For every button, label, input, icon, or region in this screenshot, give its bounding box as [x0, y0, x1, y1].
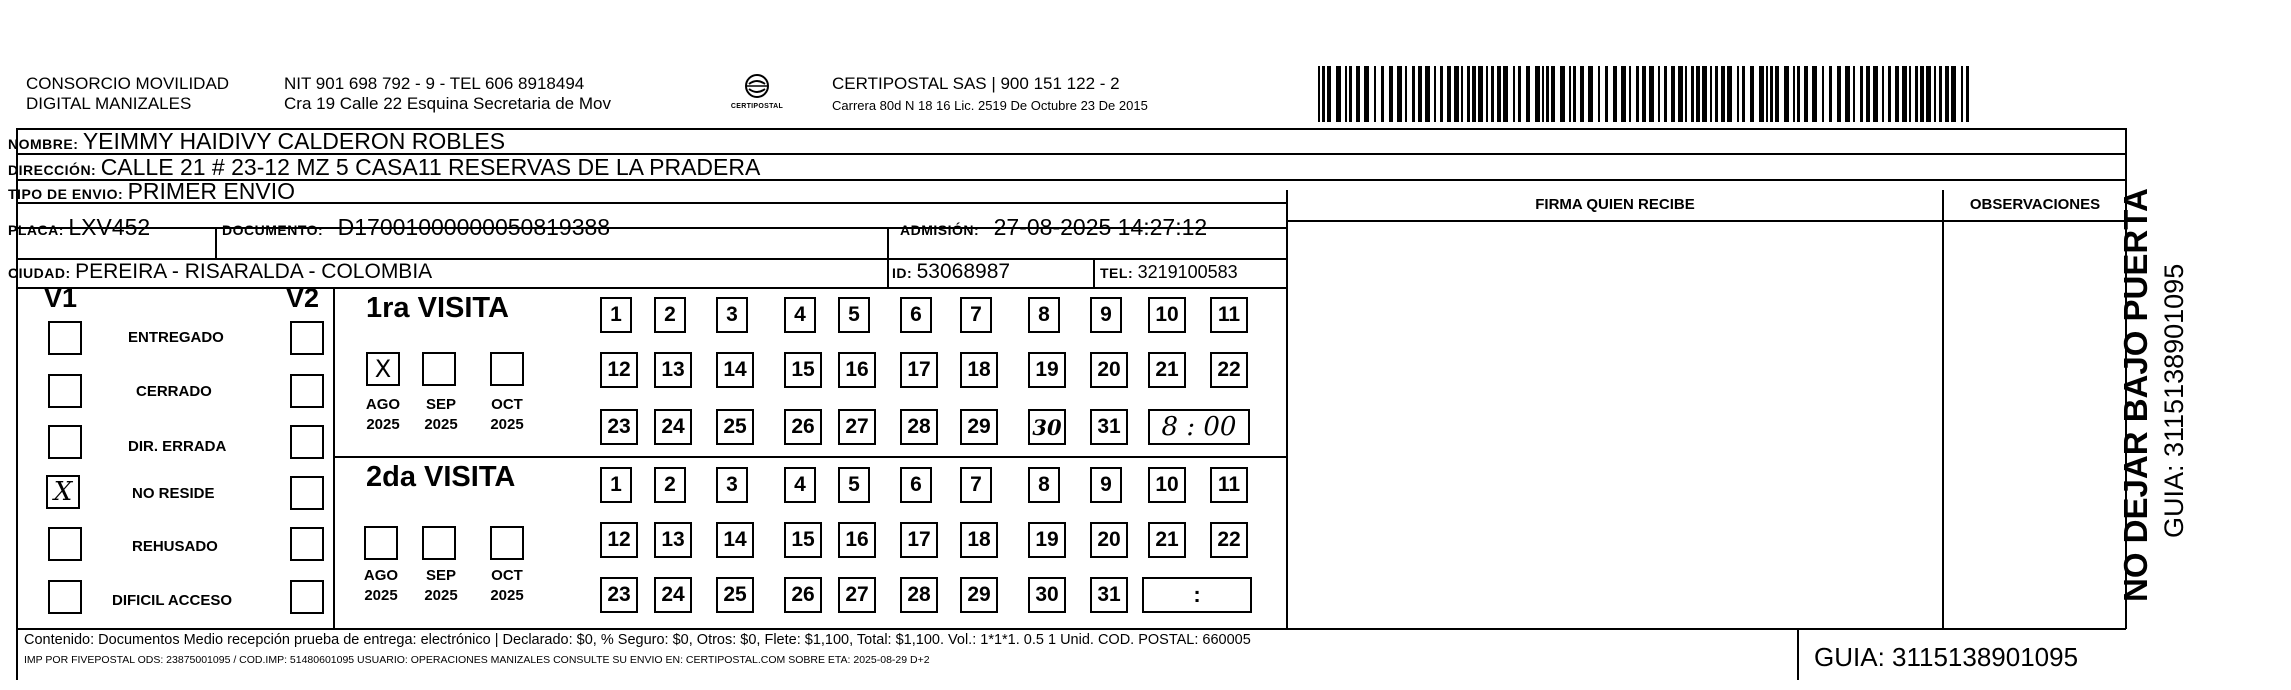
tipo-envio-label: TIPO DE ENVIO: — [8, 186, 124, 202]
footer-guia-number: GUIA: 3115138901095 — [1814, 642, 2079, 672]
barcode-bar — [1797, 66, 1800, 122]
v1-month-box-sep[interactable] — [422, 352, 456, 386]
v2-day-29[interactable]: 29 — [960, 577, 998, 613]
v1-day-6[interactable]: 6 — [900, 297, 932, 333]
barcode-bar — [1542, 66, 1544, 122]
v1-day-30[interactable]: 30 — [1028, 409, 1066, 445]
shipment-type: PRIMER ENVIO — [127, 178, 295, 204]
v2-day-6[interactable]: 6 — [900, 467, 932, 503]
v1-day-9[interactable]: 9 — [1090, 297, 1122, 333]
v2-day-19[interactable]: 19 — [1028, 522, 1066, 558]
v1-day-25[interactable]: 25 — [716, 409, 754, 445]
barcode-bar — [1526, 66, 1530, 122]
barcode-bar — [1447, 66, 1451, 122]
v2-checkbox-entregado[interactable] — [290, 321, 324, 355]
barcode-bar — [1721, 66, 1725, 122]
v2-day-2[interactable]: 2 — [654, 467, 686, 503]
v1-time-box[interactable]: 8 : 00 — [1148, 409, 1250, 445]
barcode-bar — [1381, 66, 1384, 122]
v2-checkbox-rehusado[interactable] — [290, 527, 324, 561]
v1-month-box-ago[interactable] — [366, 352, 400, 386]
barcode-bar — [1503, 66, 1508, 122]
v1-day-31[interactable]: 31 — [1090, 409, 1128, 445]
barcode-bar — [1642, 66, 1646, 122]
barcode-bar — [1322, 66, 1325, 122]
barcode-bar — [1461, 66, 1463, 122]
v1-day-8[interactable]: 8 — [1028, 297, 1060, 333]
plate-row — [8, 212, 150, 246]
v1-day-12[interactable]: 12 — [600, 352, 638, 388]
recipient-phone: 3219100583 — [1137, 262, 1238, 282]
v1-day-11[interactable]: 11 — [1210, 297, 1248, 333]
tel-row — [1100, 257, 1238, 289]
status-cerrado: CERRADO — [136, 383, 212, 400]
v1-day-14[interactable]: 14 — [716, 352, 754, 388]
v1-day-17[interactable]: 17 — [900, 352, 938, 388]
v2-checkbox-dificil-acceso[interactable] — [290, 580, 324, 614]
v1-year-sep: 2025 — [424, 416, 458, 433]
barcode-bar — [1613, 66, 1617, 122]
v1-day-13[interactable]: 13 — [654, 352, 692, 388]
barcode-bar — [1784, 66, 1789, 122]
barcode-bar — [1336, 66, 1341, 122]
v2-day-20[interactable]: 20 — [1090, 522, 1128, 558]
v2-month-box-ago[interactable] — [364, 526, 398, 560]
barcode-bar — [1829, 66, 1832, 122]
barcode-bar — [1793, 66, 1795, 122]
barcode-bar — [1472, 66, 1476, 122]
document-number: D17001000000050819388 — [337, 214, 611, 240]
barcode-bar — [1327, 66, 1331, 122]
v2-day-9[interactable]: 9 — [1090, 467, 1122, 503]
id-row — [892, 257, 1010, 289]
v1-month-box-oct[interactable] — [490, 352, 524, 386]
barcode-bar — [1546, 66, 1549, 122]
v2-day-28[interactable]: 28 — [900, 577, 938, 613]
certipostal-logo — [722, 70, 792, 116]
v2-day-1[interactable]: 1 — [600, 467, 632, 503]
barcode-bar — [1837, 66, 1841, 122]
placa-label: PLACA: — [8, 222, 64, 238]
barcode-bar — [1349, 66, 1352, 122]
barcode-bar — [1866, 66, 1870, 122]
v2-day-5[interactable]: 5 — [838, 467, 870, 503]
second-visit-title: 2da VISITA — [366, 461, 516, 493]
v2-checkbox-cerrado[interactable] — [290, 374, 324, 408]
barcode-bar — [1678, 66, 1683, 122]
firma-quien-recibe-label: FIRMA QUIEN RECIBE — [1535, 196, 1695, 213]
barcode-bar — [1671, 66, 1675, 122]
v1-day-28[interactable]: 28 — [900, 409, 938, 445]
v1-day-29[interactable]: 29 — [960, 409, 998, 445]
barcode-bar — [1478, 66, 1483, 122]
v2-year-ago: 2025 — [364, 587, 398, 604]
logo-caption: CERTIPOSTAL — [730, 103, 784, 110]
v2-header: V2 — [286, 283, 320, 313]
v2-month-oct: OCT — [491, 567, 523, 584]
recipient-address: CALLE 21 # 23-12 MZ 5 CASA11 RESERVAS DE LA PRADERA — [100, 154, 761, 180]
v2-day-31[interactable]: 31 — [1090, 577, 1128, 613]
v1-day-16[interactable]: 16 — [838, 352, 876, 388]
admission-row — [900, 212, 1207, 246]
barcode-bar — [1702, 66, 1707, 122]
v2-day-15[interactable]: 15 — [784, 522, 822, 558]
barcode-bar — [1961, 66, 1963, 122]
barcode-bar — [1440, 66, 1443, 122]
barcode-bar — [1775, 66, 1779, 122]
shipment-type-row — [8, 176, 295, 210]
v1-month-sep: SEP — [425, 396, 456, 413]
no-dejar-bajo-puerta-warning: NO DEJAR BAJO PUERTA — [2117, 188, 2154, 602]
v1-day-10[interactable]: 10 — [1148, 297, 1186, 333]
barcode-bar — [1939, 66, 1942, 122]
v2-day-18[interactable]: 18 — [960, 522, 998, 558]
v2-day-25[interactable]: 25 — [716, 577, 754, 613]
recipient-city: PEREIRA - RISARALDA - COLOMBIA — [75, 260, 433, 283]
status-entregado: ENTREGADO — [128, 329, 224, 346]
barcode-bar — [1364, 66, 1369, 122]
barcode-bar — [1491, 66, 1494, 122]
barcode-bar — [1318, 66, 1320, 122]
v2-month-ago: AGO — [363, 567, 399, 584]
nombre-label: NOMBRE: — [8, 136, 79, 152]
v2-day-24[interactable]: 24 — [654, 577, 692, 613]
company-address: Cra 19 Calle 22 Esquina Secretaria de Mov — [284, 94, 611, 113]
v1-day-3[interactable]: 3 — [716, 297, 748, 333]
barcode-bar — [1588, 66, 1593, 122]
barcode-bar — [1934, 66, 1936, 122]
v2-day-4[interactable]: 4 — [784, 467, 816, 503]
barcode-bar — [1389, 66, 1393, 122]
tel-label: TEL: — [1100, 265, 1134, 281]
barcode-bar — [1710, 66, 1712, 122]
v1-day-5[interactable]: 5 — [838, 297, 870, 333]
barcode-bar — [1715, 66, 1718, 122]
barcode-bar — [1467, 66, 1470, 122]
barcode-bar — [1513, 66, 1515, 122]
barcode-bar — [1860, 66, 1863, 122]
barcode-bar — [1418, 66, 1422, 122]
admision-label: ADMISIÓN: — [900, 222, 980, 238]
v2-day-16[interactable]: 16 — [838, 522, 876, 558]
barcode-bar — [1742, 66, 1745, 122]
courier-name: CERTIPOSTAL SAS | 900 151 122 - 2 — [832, 74, 1120, 93]
barcode-bar — [1425, 66, 1430, 122]
barcode-bar — [1649, 66, 1654, 122]
v2-day-11[interactable]: 11 — [1210, 467, 1248, 503]
barcode-bar — [1920, 66, 1924, 122]
barcode-bar — [1605, 66, 1608, 122]
v2-day-14[interactable]: 14 — [716, 522, 754, 558]
v1-year-ago: 2025 — [366, 416, 400, 433]
status-rehusado: REHUSADO — [132, 538, 218, 555]
barcode-bar — [1727, 66, 1732, 122]
barcode-bar — [1569, 66, 1571, 122]
v1-day-1[interactable]: 1 — [600, 297, 632, 333]
v1-year-oct: 2025 — [490, 416, 524, 433]
v1-checkbox-entregado[interactable] — [48, 321, 82, 355]
v1-header: V1 — [44, 283, 78, 313]
barcode-bar — [1685, 66, 1687, 122]
barcode-bar — [1535, 66, 1540, 122]
barcode-bar — [1770, 66, 1773, 122]
v1-checkbox-cerrado[interactable] — [48, 374, 82, 408]
barcode-bar — [1345, 66, 1347, 122]
v1-day-7[interactable]: 7 — [960, 297, 992, 333]
barcode — [1316, 66, 1974, 122]
v1-day-19[interactable]: 19 — [1028, 352, 1066, 388]
v2-month-sep: SEP — [425, 567, 456, 584]
v1-checkbox-dir-errada[interactable] — [48, 425, 82, 459]
v2-month-box-sep[interactable] — [422, 526, 456, 560]
barcode-bar — [1621, 66, 1626, 122]
barcode-bar — [1895, 66, 1899, 122]
v2-day-23[interactable]: 23 — [600, 577, 638, 613]
v2-checkbox-no-reside[interactable] — [290, 476, 324, 510]
v2-day-7[interactable]: 7 — [960, 467, 992, 503]
barcode-bar — [1853, 66, 1855, 122]
v1-month-oct: OCT — [491, 396, 523, 413]
barcode-bar — [1518, 66, 1521, 122]
v2-day-3[interactable]: 3 — [716, 467, 748, 503]
barcode-bar — [1966, 66, 1969, 122]
first-visit-title: 1ra VISITA — [366, 292, 509, 324]
v2-day-17[interactable]: 17 — [900, 522, 938, 558]
plate-number: LXV452 — [68, 214, 151, 240]
v1-checkbox-no-reside[interactable] — [46, 475, 80, 509]
v2-day-30[interactable]: 30 — [1028, 577, 1066, 613]
admission-datetime: 27-08-2025 14:27:12 — [993, 214, 1208, 240]
id-label: ID: — [892, 265, 913, 281]
status-dificil-acceso: DIFICIL ACCESO — [112, 592, 233, 609]
barcode-bar — [1598, 66, 1600, 122]
v2-day-26[interactable]: 26 — [784, 577, 822, 613]
barcode-bar — [1497, 66, 1501, 122]
v1-day-15[interactable]: 15 — [784, 352, 822, 388]
barcode-bar — [1434, 66, 1436, 122]
barcode-bar — [1882, 66, 1884, 122]
recipient-id: 53068987 — [916, 260, 1011, 283]
v1-checkbox-dificil-acceso[interactable] — [48, 580, 82, 614]
barcode-bar — [1636, 66, 1639, 122]
v2-day-21[interactable]: 21 — [1148, 522, 1186, 558]
v1-day-2[interactable]: 2 — [654, 297, 686, 333]
barcode-bar — [1397, 66, 1402, 122]
barcode-bar — [1580, 66, 1584, 122]
v1-day-4[interactable]: 4 — [784, 297, 816, 333]
v1-day-26[interactable]: 26 — [784, 409, 822, 445]
v2-checkbox-dir-errada[interactable] — [290, 425, 324, 459]
barcode-bar — [1691, 66, 1694, 122]
nit-line: NIT 901 698 792 - 9 - TEL 606 8918494 — [284, 74, 585, 93]
barcode-bar — [1412, 66, 1415, 122]
v1-day-22[interactable]: 22 — [1210, 352, 1248, 388]
v2-time-box[interactable]: : — [1142, 577, 1252, 613]
barcode-bar — [1945, 66, 1949, 122]
barcode-bar — [1888, 66, 1891, 122]
barcode-bar — [1454, 66, 1459, 122]
barcode-bar — [1405, 66, 1407, 122]
barcode-bar — [1845, 66, 1850, 122]
barcode-bar — [1696, 66, 1700, 122]
barcode-bar — [1750, 66, 1754, 122]
v2-month-box-oct[interactable] — [490, 526, 524, 560]
observaciones-label: OBSERVACIONES — [1969, 196, 2101, 213]
v1-day-21[interactable]: 21 — [1148, 352, 1186, 388]
v1-day-20[interactable]: 20 — [1090, 352, 1128, 388]
barcode-bar — [1951, 66, 1956, 122]
v1-day-27[interactable]: 27 — [838, 409, 876, 445]
barcode-bar — [1356, 66, 1360, 122]
month-x-mark: X — [374, 355, 392, 383]
barcode-bar — [1812, 66, 1817, 122]
barcode-bar — [1909, 66, 1911, 122]
barcode-bar — [1737, 66, 1739, 122]
barcode-bar — [1664, 66, 1667, 122]
barcode-bar — [1926, 66, 1931, 122]
barcode-bar — [1902, 66, 1907, 122]
company-name-line2: DIGITAL MANIZALES — [26, 94, 192, 113]
barcode-bar — [1374, 66, 1376, 122]
company-name-line1: CONSORCIO MOVILIDAD — [26, 74, 230, 93]
v2-day-13[interactable]: 13 — [654, 522, 692, 558]
v2-day-8[interactable]: 8 — [1028, 467, 1060, 503]
v2-day-22[interactable]: 22 — [1210, 522, 1248, 558]
barcode-bar — [1573, 66, 1576, 122]
status-no-reside: NO RESIDE — [132, 485, 215, 502]
direccion-label: DIRECCIÓN: — [8, 162, 97, 178]
v2-year-oct: 2025 — [490, 587, 524, 604]
barcode-bar — [1759, 66, 1764, 122]
v2-year-sep: 2025 — [424, 587, 458, 604]
side-guia-number: GUIA: 3115138901095 — [2159, 263, 2189, 538]
barcode-bar — [1560, 66, 1565, 122]
recipient-name: YEIMMY HAIDIVY CALDERON ROBLES — [82, 128, 506, 154]
documento-label: DOCUMENTO: — [222, 222, 324, 238]
v2-day-12[interactable]: 12 — [600, 522, 638, 558]
v1-day-23[interactable]: 23 — [600, 409, 638, 445]
barcode-bar — [1915, 66, 1918, 122]
status-dir-errada: DIR. ERRADA — [128, 438, 227, 455]
footer-print-info-line: IMP POR FIVEPOSTAL ODS: 23875001095 / COD.IMP: 51480601095 USUARIO: OPERACIONES MANIZALES CONSULTE SU ENVIO EN: CERTIPOSTAL.COM SOBRE ETA: 2025-08-29 D+2 — [24, 654, 930, 666]
ciudad-label: CIUDAD: — [8, 265, 71, 281]
v2-day-10[interactable]: 10 — [1148, 467, 1186, 503]
barcode-bar — [1551, 66, 1555, 122]
v1-month-ago: AGO — [365, 396, 401, 413]
barcode-bar — [1658, 66, 1660, 122]
handwritten-x-mark: X — [53, 477, 73, 507]
barcode-bar — [1822, 66, 1824, 122]
v1-checkbox-rehusado[interactable] — [48, 527, 82, 561]
barcode-bar — [1804, 66, 1808, 122]
barcode-bar — [1766, 66, 1768, 122]
barcode-bar — [1629, 66, 1631, 122]
v1-day-18[interactable]: 18 — [960, 352, 998, 388]
barcode-bar — [1486, 66, 1488, 122]
v1-day-24[interactable]: 24 — [654, 409, 692, 445]
document-row — [222, 212, 610, 246]
barcode-bar — [1873, 66, 1878, 122]
footer-content-line: Contenido: Documentos Medio recepción prueba de entrega: electrónico | Declarado: $0, % Seguro: $0, Otros: $0, Flete: $1,100, Total: $1,100. Vol.: 1*1*1. 0.5 1 Unid. COD. POSTAL: 660005 — [24, 632, 1251, 648]
v2-day-27[interactable]: 27 — [838, 577, 876, 613]
courier-address: Carrera 80d N 18 16 Lic. 2519 De Octubre 23 De 2015 — [832, 98, 1148, 113]
